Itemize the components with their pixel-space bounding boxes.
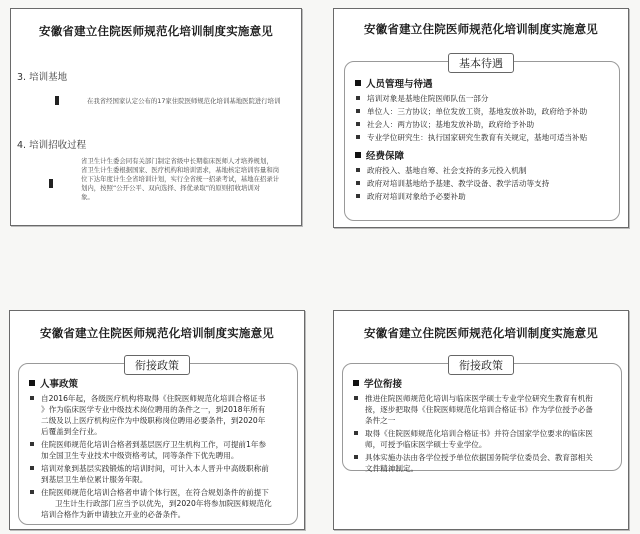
content-box [342,363,622,471]
section-pill: 基本待遇 [448,53,514,73]
square-bullet-icon [355,80,361,86]
list-item: 社会人：两方协议；基地发放补助，政府给予补助 [355,119,611,130]
list-item: 政府投入、基地自筹、社会支持的多元投入机制 [355,165,611,176]
list-item: 培训对象是基地住院医师队伍一部分 [355,93,611,104]
slide-title: 安徽省建立住院医师规范化培训制度实施意见 [364,22,598,36]
section-pill: 衔接政策 [124,355,190,375]
bullet-marker [49,179,53,188]
section-pill: 衔接政策 [448,355,514,375]
section-heading-enrollment: 4. 培训招收过程 [17,140,87,151]
list-item: 自2016年起，各级医疗机构将取得《住院医师规范化培训合格证书 》作为临床医学专业中级技术岗位聘用的条件之一，到2018年所有 二级及以上医疗机构应作为中级职称岗位聘用必要条件，到2020年 后覆盖到全行业。 [29,393,289,437]
list-item: 专业学位研究生：执行国家研究生教育有关规定，基地可适当补贴 [355,132,611,143]
section-heading: 人员管理与待遇 [355,76,611,90]
square-bullet-icon [353,380,359,386]
section-heading: 人事政策 [29,376,289,390]
list-item: 具体实施办法由各学位授予单位依据国务院学位委员会、教育部相关 文件精神制定。 [353,452,613,474]
slide-training-base [10,8,302,226]
section-heading-training-base: 3. 培训基地 [17,72,68,83]
enrollment-text: 省卫生计生委会同有关部门制定省级中长期临床医师人才培养规划， 省卫生计生委根据国家、医疗机构和培训需求，基地核定培训容量和岗 位下达年度计生全省培训计划，实行全省统一招录考试，基地在招录计 划内，按照“公开公平、双向选择、择优录取”的原则招收培训对 象。 [81,157,280,201]
slide-personnel-policy [9,310,305,530]
list-item: 住院医师规范化培训合格者申请个体行医，在符合规划条件的前提下 卫生计生行政部门应当予以优先，到2020年将参加院医师规范化 培训合格作为新申请独立开业的必备条件。 [29,487,289,520]
content-box [344,61,620,221]
list-item: 政府对培训对象给予必要补助 [355,191,611,202]
slide-title: 安徽省建立住院医师规范化培训制度实施意见 [364,326,598,340]
slide-title: 安徽省建立住院医师规范化培训制度实施意见 [39,24,273,38]
list-item: 单位人：三方协议；单位发放工资，基地发放补助，政府给予补助 [355,106,611,117]
content-box [18,363,298,525]
list-item: 培训对象到基层实践锻炼的培训时间，可计入本人晋升中高级职称前 到基层卫生单位累计服务年限。 [29,463,289,485]
list-item: 住院医师规范化培训合格者到基层医疗卫生机构工作，可提前1年参 加全国卫生专业技术中级资格考试，同等条件下优先聘用。 [29,439,289,461]
section-heading: 学位衔接 [353,376,613,390]
square-bullet-icon [355,152,361,158]
training-base-text: 在我省经国家认定公布的17家住院医师规范化培训基地医院进行培训 [87,97,281,105]
slide-basic-benefits [333,8,629,228]
list-item: 推进住院医师规范化培训与临床医学硕士专业学位研究生教育有机衔 接，逐步把取得《住院医师规范化培训合格证书》作为学位授予必备 条件之一 [353,393,613,426]
slide-title: 安徽省建立住院医师规范化培训制度实施意见 [40,326,274,340]
list-item: 取得《住院医师规范化培训合格证书》并符合国家学位要求的临床医 师，可授予临床医学硕士专业学位。 [353,428,613,450]
list-item: 政府对培训基地给予基建、教学设备、教学活动等支持 [355,178,611,189]
square-bullet-icon [29,380,35,386]
slide-degree-policy [333,310,629,530]
bullet-marker [55,96,59,105]
section-heading: 经费保障 [355,148,611,162]
